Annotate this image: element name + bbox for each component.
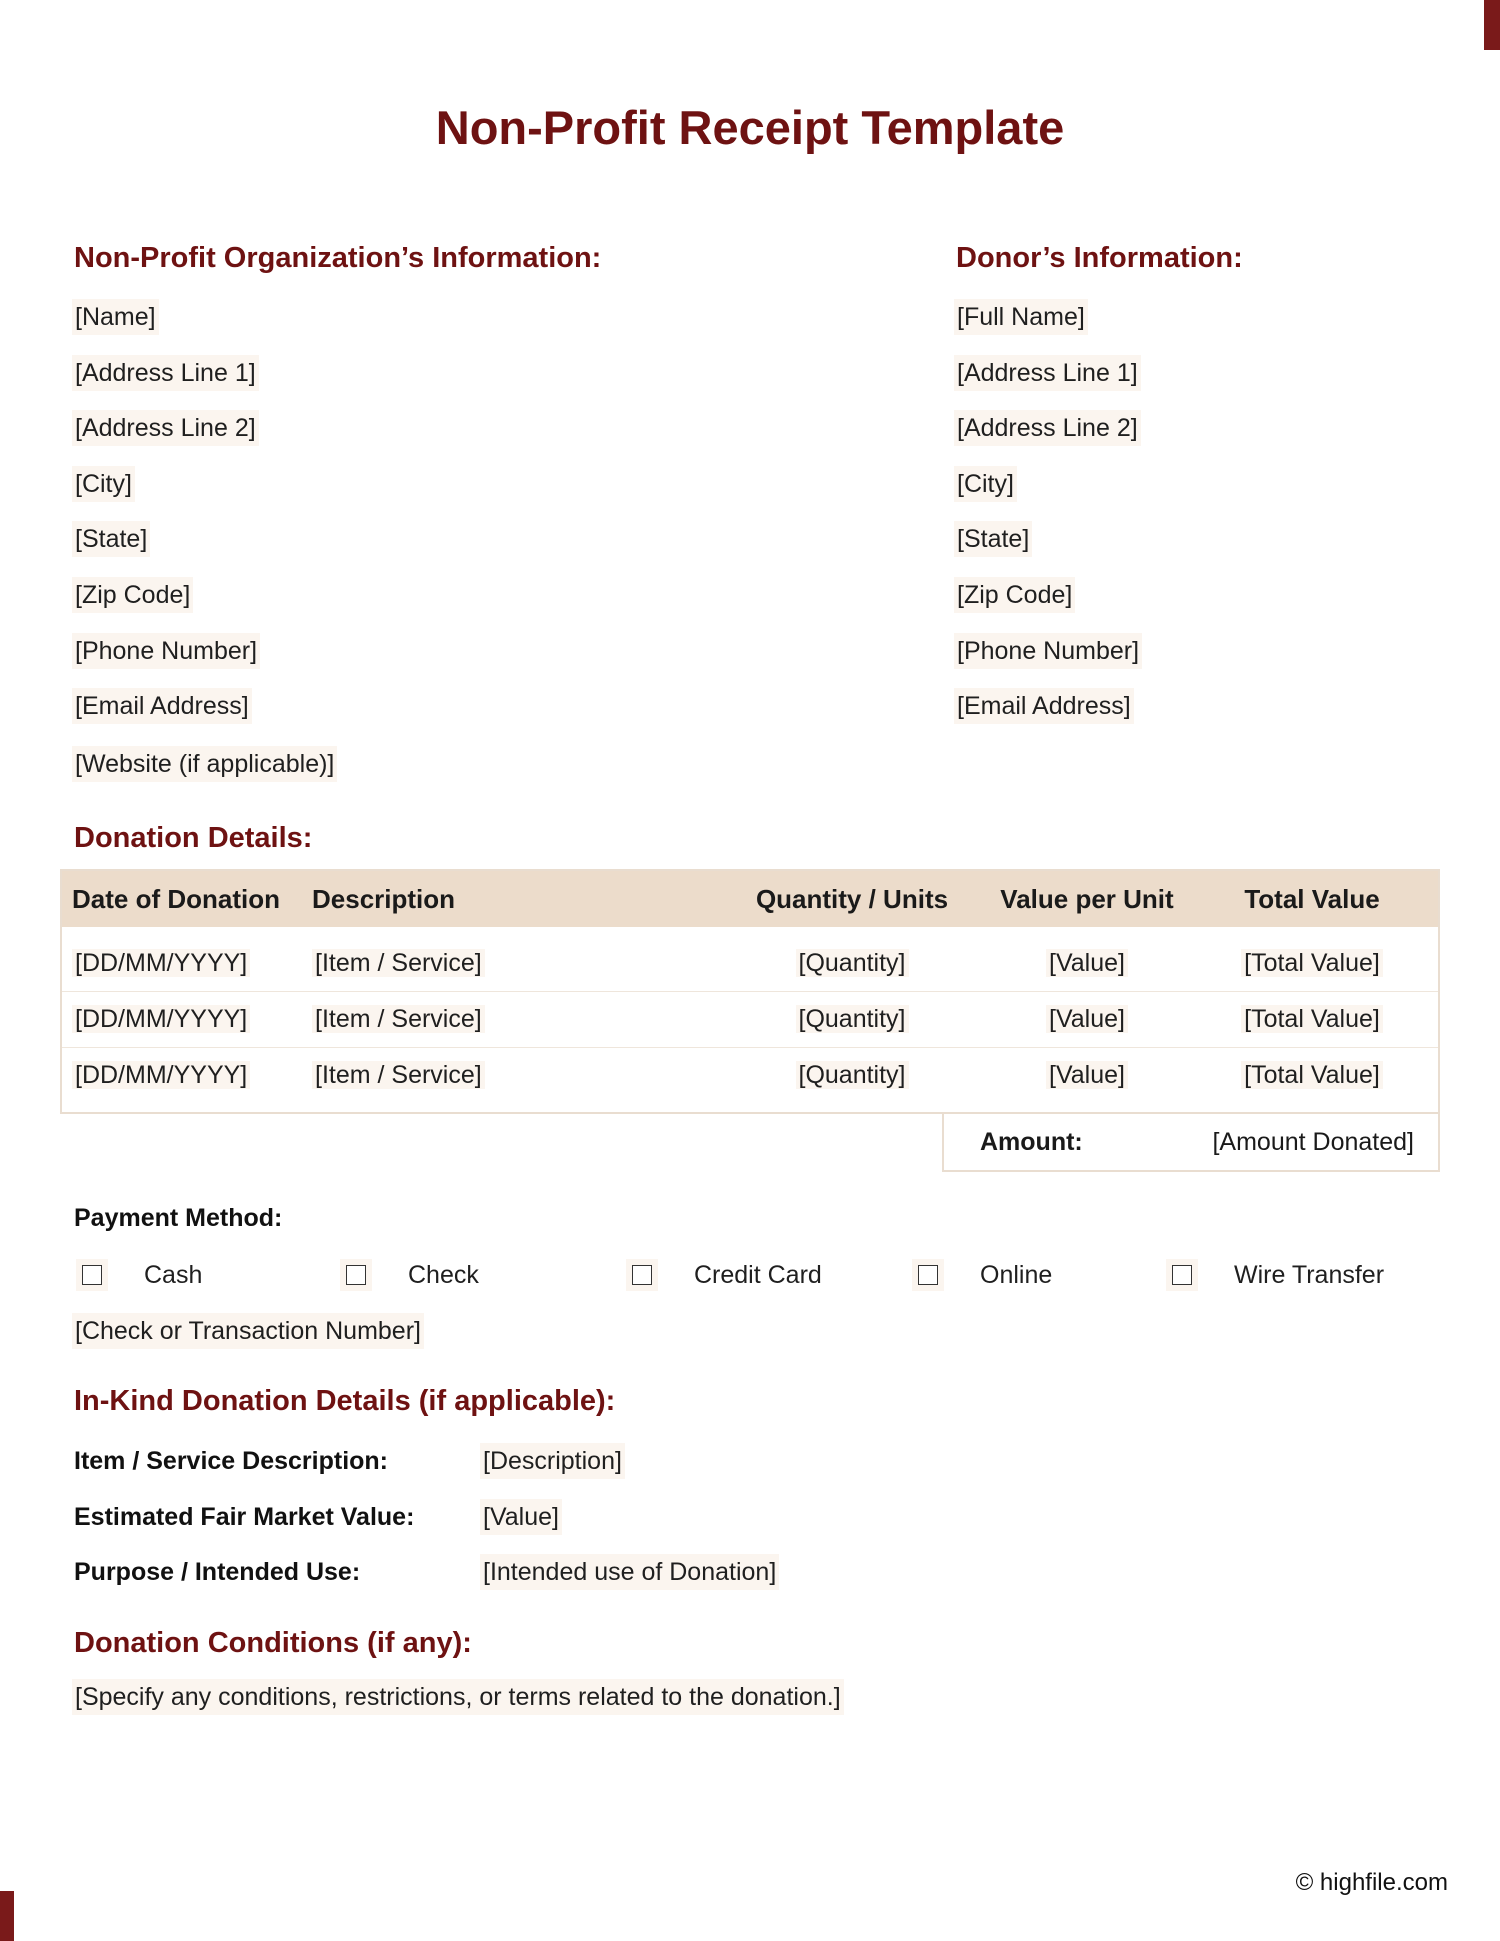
org-zip-field[interactable]: [Zip Code]	[72, 577, 193, 613]
payment-option-check[interactable]	[346, 1257, 479, 1293]
description-cell[interactable]: [Item / Service]	[312, 949, 485, 977]
org-info-heading: Non-Profit Organization’s Information:	[74, 242, 602, 274]
top-accent-bar	[1484, 0, 1500, 50]
col-header-description: Description	[312, 884, 456, 914]
donor-address1-field[interactable]: [Address Line 1]	[954, 355, 1141, 391]
checkbox-icon[interactable]	[1172, 1265, 1192, 1285]
org-phone-field[interactable]: [Phone Number]	[72, 633, 260, 669]
date-cell[interactable]: [DD/MM/YYYY]	[72, 1005, 250, 1033]
checkbox-icon[interactable]	[632, 1265, 652, 1285]
payment-option-label: Check	[408, 1260, 479, 1289]
donation-table-header	[62, 871, 1438, 927]
org-state-field[interactable]: [State]	[72, 521, 150, 557]
date-cell[interactable]: [DD/MM/YYYY]	[72, 949, 250, 977]
fair-market-value-field[interactable]: [Value]	[480, 1499, 562, 1535]
org-email-field[interactable]: [Email Address]	[72, 688, 252, 724]
col-header-quantity: Quantity / Units	[755, 884, 949, 914]
org-name-field[interactable]: [Name]	[72, 299, 159, 335]
total-value-cell[interactable]: [Total Value]	[1241, 949, 1383, 977]
donor-zip-field[interactable]: [Zip Code]	[954, 577, 1075, 613]
org-address2-field[interactable]: [Address Line 2]	[72, 410, 259, 446]
table-row	[62, 935, 1438, 992]
value-cell[interactable]: [Value]	[1046, 1005, 1128, 1033]
inkind-details-heading: In-Kind Donation Details (if applicable):	[74, 1385, 616, 1417]
quantity-cell[interactable]: [Quantity]	[796, 949, 909, 977]
conditions-heading: Donation Conditions (if any):	[74, 1627, 472, 1659]
item-description-field[interactable]: [Description]	[480, 1443, 625, 1479]
donation-details-heading: Donation Details:	[74, 822, 313, 854]
intended-use-field[interactable]: [Intended use of Donation]	[480, 1554, 779, 1590]
checkbox-icon[interactable]	[918, 1265, 938, 1285]
copyright-footer: © highfile.com	[1295, 1869, 1448, 1896]
description-cell[interactable]: [Item / Service]	[312, 1061, 485, 1089]
donor-phone-field[interactable]: [Phone Number]	[954, 633, 1142, 669]
value-cell[interactable]: [Value]	[1046, 949, 1128, 977]
date-cell[interactable]: [DD/MM/YYYY]	[72, 1061, 250, 1089]
payment-option-label: Cash	[144, 1260, 203, 1289]
col-header-total-value: Total Value	[1244, 884, 1380, 914]
conditions-field[interactable]: [Specify any conditions, restrictions, or terms related to the donation.]	[72, 1679, 844, 1715]
table-row	[62, 1047, 1438, 1103]
description-cell[interactable]: [Item / Service]	[312, 1005, 485, 1033]
donor-address2-field[interactable]: [Address Line 2]	[954, 410, 1141, 446]
org-city-field[interactable]: [City]	[72, 466, 135, 502]
transaction-number-field[interactable]: [Check or Transaction Number]	[72, 1313, 424, 1349]
payment-option-label: Online	[980, 1260, 1053, 1289]
payment-option-label: Credit Card	[694, 1260, 822, 1289]
table-row	[62, 991, 1438, 1048]
payment-option-cash[interactable]	[82, 1257, 202, 1293]
total-value-cell[interactable]: [Total Value]	[1241, 1061, 1383, 1089]
item-description-label: Item / Service Description:	[74, 1447, 389, 1475]
org-address1-field[interactable]: [Address Line 1]	[72, 355, 259, 391]
donor-city-field[interactable]: [City]	[954, 466, 1017, 502]
payment-option-credit-card[interactable]	[632, 1257, 822, 1293]
value-cell[interactable]: [Value]	[1046, 1061, 1128, 1089]
quantity-cell[interactable]: [Quantity]	[796, 1005, 909, 1033]
donation-table	[60, 869, 1440, 1114]
donor-fullname-field[interactable]: [Full Name]	[954, 299, 1088, 335]
page-title: Non-Profit Receipt Template	[435, 101, 1065, 154]
checkbox-icon[interactable]	[82, 1265, 102, 1285]
col-header-value-per-unit: Value per Unit	[1000, 884, 1174, 914]
amount-donated-field[interactable]: [Amount Donated]	[1212, 1128, 1414, 1156]
fair-market-value-label: Estimated Fair Market Value:	[74, 1503, 415, 1531]
amount-box	[942, 1114, 1440, 1172]
quantity-cell[interactable]: [Quantity]	[796, 1061, 909, 1089]
donor-info-heading: Donor’s Information:	[956, 242, 1243, 274]
donor-state-field[interactable]: [State]	[954, 521, 1032, 557]
payment-option-online[interactable]	[918, 1257, 1052, 1293]
col-header-date: Date of Donation	[72, 884, 280, 914]
checkbox-icon[interactable]	[346, 1265, 366, 1285]
payment-option-wire-transfer[interactable]	[1172, 1257, 1384, 1293]
intended-use-label: Purpose / Intended Use:	[74, 1558, 361, 1586]
amount-label: Amount:	[980, 1128, 1083, 1156]
bottom-accent-bar	[0, 1891, 14, 1941]
payment-method-label: Payment Method:	[74, 1204, 283, 1232]
total-value-cell[interactable]: [Total Value]	[1241, 1005, 1383, 1033]
payment-option-label: Wire Transfer	[1234, 1260, 1385, 1289]
org-website-field[interactable]: [Website (if applicable)]	[72, 746, 337, 782]
donor-email-field[interactable]: [Email Address]	[954, 688, 1134, 724]
